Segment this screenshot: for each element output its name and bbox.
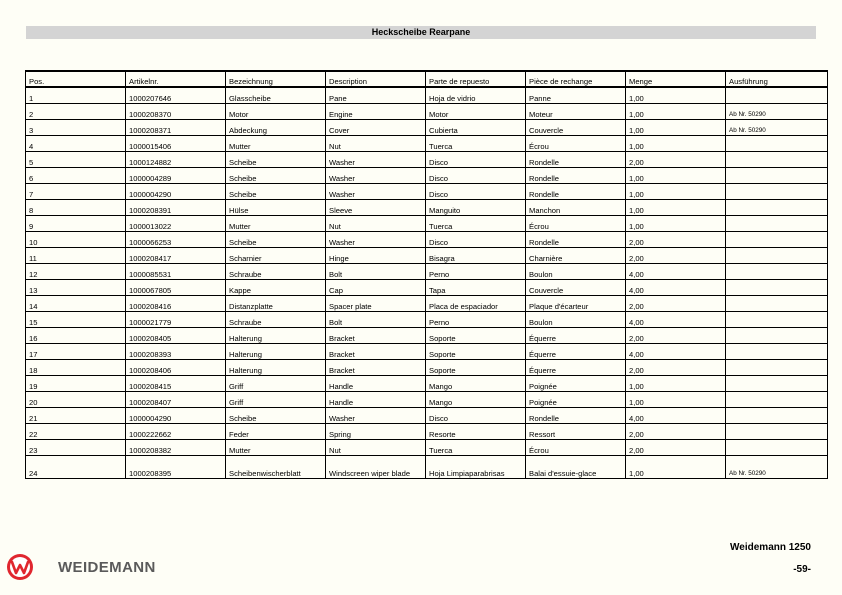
table-cell (726, 136, 828, 152)
table-cell: Hülse (226, 200, 326, 216)
table-cell: Tuerca (426, 440, 526, 456)
table-cell: 1,00 (626, 392, 726, 408)
table-row (26, 136, 828, 152)
table-cell: Washer (326, 232, 426, 248)
table-cell: 14 (26, 296, 126, 312)
table-cell (726, 152, 828, 168)
table-cell: 1000208382 (126, 440, 226, 456)
table-cell: 7 (26, 184, 126, 200)
table-body (26, 87, 828, 479)
table-cell (726, 216, 828, 232)
table-cell: 1000208406 (126, 360, 226, 376)
table-cell: Mango (426, 392, 526, 408)
table-cell: Ressort (526, 424, 626, 440)
table-cell: Kappe (226, 280, 326, 296)
table-cell (726, 408, 828, 424)
table-cell: 4,00 (626, 312, 726, 328)
table-cell: 1000004289 (126, 168, 226, 184)
table-cell: Écrou (526, 136, 626, 152)
table-row (26, 376, 828, 392)
table-cell: Scharnier (226, 248, 326, 264)
table-cell: 1,00 (626, 200, 726, 216)
table-cell (726, 184, 828, 200)
table-cell (726, 87, 828, 104)
table-cell: 1000067805 (126, 280, 226, 296)
table-cell: Panne (526, 87, 626, 104)
weidemann-w-logo-icon (6, 553, 34, 581)
table-cell: 5 (26, 152, 126, 168)
table-row (26, 392, 828, 408)
table-cell: 1000208370 (126, 104, 226, 120)
table-cell: Griff (226, 392, 326, 408)
table-cell: Feder (226, 424, 326, 440)
table-cell: 1000208405 (126, 328, 226, 344)
table-row (26, 232, 828, 248)
weidemann-logo (6, 551, 156, 583)
table-cell: Resorte (426, 424, 526, 440)
table-cell: Nut (326, 216, 426, 232)
table-cell: Équerre (526, 360, 626, 376)
table-cell: Ab Nr. 50290 (726, 120, 828, 136)
table-cell (726, 296, 828, 312)
table-cell: 12 (26, 264, 126, 280)
table-cell: 8 (26, 200, 126, 216)
table-cell: Disco (426, 232, 526, 248)
table-cell: 2,00 (626, 424, 726, 440)
table-cell: Soporte (426, 344, 526, 360)
table-row (26, 264, 828, 280)
table-cell: Glasscheibe (226, 87, 326, 104)
table-cell (726, 328, 828, 344)
table-cell: 9 (26, 216, 126, 232)
table-row (26, 152, 828, 168)
table-cell (726, 248, 828, 264)
table-cell: Windscreen wiper blade (326, 456, 426, 479)
table-cell: Engine (326, 104, 426, 120)
table-cell: 4,00 (626, 264, 726, 280)
table-cell: 2 (26, 104, 126, 120)
table-row (26, 248, 828, 264)
table-cell: Washer (326, 184, 426, 200)
table-cell: 1000085531 (126, 264, 226, 280)
table-cell: Cap (326, 280, 426, 296)
table-cell: 21 (26, 408, 126, 424)
table-cell: Écrou (526, 216, 626, 232)
table-cell: 1000207646 (126, 87, 226, 104)
column-header: Parte de repuesto (426, 71, 526, 87)
table-cell: Moteur (526, 104, 626, 120)
table-cell: 1000208417 (126, 248, 226, 264)
table-cell: Scheibe (226, 168, 326, 184)
table-cell (726, 232, 828, 248)
table-cell: Hoja Limpiaparabrisas (426, 456, 526, 479)
table-cell: Mutter (226, 440, 326, 456)
table-cell: Boulon (526, 312, 626, 328)
table-cell: Couvercle (526, 280, 626, 296)
table-row (26, 424, 828, 440)
table-cell: Distanzplatte (226, 296, 326, 312)
table-cell: 1000222662 (126, 424, 226, 440)
table-cell: Nut (326, 136, 426, 152)
page-number: -59- (793, 564, 811, 575)
table-cell: Disco (426, 168, 526, 184)
column-header: Pièce de rechange (526, 71, 626, 87)
table-cell: Tuerca (426, 136, 526, 152)
table-cell: 3 (26, 120, 126, 136)
table-row (26, 184, 828, 200)
table-cell: 2,00 (626, 248, 726, 264)
table-row (26, 312, 828, 328)
table-cell: Mutter (226, 136, 326, 152)
table-cell: Cover (326, 120, 426, 136)
table-cell: Scheibe (226, 408, 326, 424)
table-cell: Soporte (426, 328, 526, 344)
table-row (26, 408, 828, 424)
table-cell: Halterung (226, 328, 326, 344)
table-cell (726, 264, 828, 280)
table-cell (726, 168, 828, 184)
table-cell: Scheibe (226, 184, 326, 200)
table-cell: Abdeckung (226, 120, 326, 136)
table-cell: 16 (26, 328, 126, 344)
table-cell (726, 424, 828, 440)
table-cell (726, 360, 828, 376)
table-cell: Ab Nr. 50290 (726, 456, 828, 479)
table-row (26, 120, 828, 136)
table-cell: 1000015406 (126, 136, 226, 152)
table-cell: 2,00 (626, 328, 726, 344)
table-cell (726, 392, 828, 408)
table-cell: Soporte (426, 360, 526, 376)
table-row (26, 216, 828, 232)
table-cell: Balai d'essuie-glace (526, 456, 626, 479)
table-cell: Manchon (526, 200, 626, 216)
table-cell: 2,00 (626, 360, 726, 376)
table-cell: Poignée (526, 392, 626, 408)
table-row (26, 440, 828, 456)
table-cell: 11 (26, 248, 126, 264)
table-cell: Bolt (326, 312, 426, 328)
table-cell: 13 (26, 280, 126, 296)
table-row (26, 344, 828, 360)
table-cell: 4,00 (626, 408, 726, 424)
table-cell: Sleeve (326, 200, 426, 216)
table-cell: Schraube (226, 264, 326, 280)
table-cell: Handle (326, 376, 426, 392)
table-cell: Bracket (326, 328, 426, 344)
table-cell: Spring (326, 424, 426, 440)
table-cell: Tuerca (426, 216, 526, 232)
table-row (26, 328, 828, 344)
table-cell: Disco (426, 152, 526, 168)
table-cell: 2,00 (626, 296, 726, 312)
table-cell: Halterung (226, 360, 326, 376)
table-cell: Motor (426, 104, 526, 120)
table-cell: Ab Nr. 50290 (726, 104, 828, 120)
table-cell: Nut (326, 440, 426, 456)
table-cell: Washer (326, 152, 426, 168)
table-cell: Bracket (326, 360, 426, 376)
table-cell: Mango (426, 376, 526, 392)
table-row (26, 296, 828, 312)
table-cell: 20 (26, 392, 126, 408)
table-cell: 1000208415 (126, 376, 226, 392)
page-title: Heckscheibe Rearpane (26, 26, 816, 39)
table-cell: Halterung (226, 344, 326, 360)
table-cell: Charnière (526, 248, 626, 264)
table-cell: Washer (326, 168, 426, 184)
table-row (26, 360, 828, 376)
table-cell: Rondelle (526, 184, 626, 200)
table-cell: Scheibe (226, 232, 326, 248)
table-row (26, 456, 828, 479)
table-cell (726, 312, 828, 328)
table-cell: Rondelle (526, 408, 626, 424)
table-cell: Bolt (326, 264, 426, 280)
table-cell (726, 280, 828, 296)
table-cell: Boulon (526, 264, 626, 280)
table-cell: 1000124882 (126, 152, 226, 168)
table-row (26, 104, 828, 120)
table-cell: Schraube (226, 312, 326, 328)
table-row (26, 200, 828, 216)
table-cell: 1000208395 (126, 456, 226, 479)
table-cell: Disco (426, 408, 526, 424)
table-cell: Motor (226, 104, 326, 120)
table-cell: 18 (26, 360, 126, 376)
table-cell: 1000021779 (126, 312, 226, 328)
table-cell: 1000004290 (126, 184, 226, 200)
table-cell: 1,00 (626, 216, 726, 232)
table-cell: 17 (26, 344, 126, 360)
table-cell: Pane (326, 87, 426, 104)
table-cell: Hinge (326, 248, 426, 264)
table-cell: 1,00 (626, 168, 726, 184)
table-cell: 4,00 (626, 344, 726, 360)
table-cell: 22 (26, 424, 126, 440)
table-cell: Mutter (226, 216, 326, 232)
table-cell: Handle (326, 392, 426, 408)
table-cell: Tapa (426, 280, 526, 296)
table-cell: 1 (26, 87, 126, 104)
table-cell: Manguito (426, 200, 526, 216)
table-cell: 1000208393 (126, 344, 226, 360)
table-cell: 1000208371 (126, 120, 226, 136)
column-header: Description (326, 71, 426, 87)
table-cell: Cubierta (426, 120, 526, 136)
table-cell: Washer (326, 408, 426, 424)
table-cell: Équerre (526, 344, 626, 360)
table-cell: 1,00 (626, 136, 726, 152)
table-cell: 1000208407 (126, 392, 226, 408)
table-cell: 2,00 (626, 440, 726, 456)
table-cell: 1000208391 (126, 200, 226, 216)
table-cell (726, 440, 828, 456)
table-cell: Écrou (526, 440, 626, 456)
table-cell: 1,00 (626, 456, 726, 479)
table-cell: Hoja de vidrio (426, 87, 526, 104)
table-cell: Rondelle (526, 232, 626, 248)
table-cell (726, 376, 828, 392)
column-header: Ausführung (726, 71, 828, 87)
table-cell: Scheibenwischerblatt (226, 456, 326, 479)
table-header-row (26, 71, 828, 87)
table-row (26, 87, 828, 104)
table-cell: Placa de espaciador (426, 296, 526, 312)
table-cell: Bracket (326, 344, 426, 360)
table-cell: Spacer plate (326, 296, 426, 312)
table-cell: 1,00 (626, 120, 726, 136)
table-cell (726, 200, 828, 216)
table-cell: Disco (426, 184, 526, 200)
model-name: Weidemann 1250 (730, 542, 811, 553)
table-cell: Poignée (526, 376, 626, 392)
table-cell: 23 (26, 440, 126, 456)
column-header: Bezeichnung (226, 71, 326, 87)
brand-name: WEIDEMANN (58, 558, 156, 576)
table-cell: 2,00 (626, 152, 726, 168)
table-cell: 19 (26, 376, 126, 392)
table-cell: 1000066253 (126, 232, 226, 248)
table-cell: Perno (426, 312, 526, 328)
table-cell: 1,00 (626, 104, 726, 120)
table-cell: Perno (426, 264, 526, 280)
table-cell: 4,00 (626, 280, 726, 296)
table-cell: 15 (26, 312, 126, 328)
table-cell: 1000004290 (126, 408, 226, 424)
table-cell: 1000013022 (126, 216, 226, 232)
column-header: Pos. (26, 71, 126, 87)
table-cell: 6 (26, 168, 126, 184)
table-row (26, 168, 828, 184)
table-cell: 4 (26, 136, 126, 152)
table-row (26, 280, 828, 296)
table-cell: 1000208416 (126, 296, 226, 312)
column-header: Menge (626, 71, 726, 87)
table-cell: Plaque d'écarteur (526, 296, 626, 312)
table-cell: Équerre (526, 328, 626, 344)
table-cell: Couvercle (526, 120, 626, 136)
column-header: Artikelnr. (126, 71, 226, 87)
table-cell: 1,00 (626, 184, 726, 200)
table-cell (726, 344, 828, 360)
table-cell: Rondelle (526, 168, 626, 184)
table-cell: 2,00 (626, 232, 726, 248)
table-cell: 24 (26, 456, 126, 479)
table-cell: 1,00 (626, 376, 726, 392)
table-cell: 10 (26, 232, 126, 248)
table-cell: Rondelle (526, 152, 626, 168)
table-cell: Griff (226, 376, 326, 392)
table-cell: 1,00 (626, 87, 726, 104)
table-cell: Bisagra (426, 248, 526, 264)
parts-table (25, 70, 828, 479)
table-cell: Scheibe (226, 152, 326, 168)
